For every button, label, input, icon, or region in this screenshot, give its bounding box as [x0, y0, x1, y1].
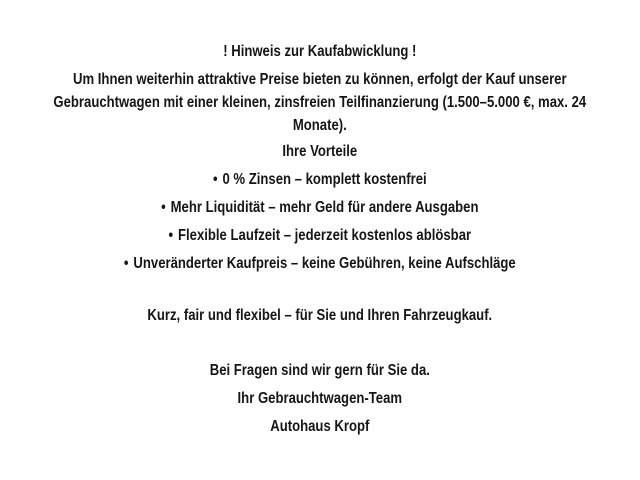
- benefit-item: [0, 168, 640, 191]
- benefit-text: Unveränderter Kaufpreis – keine Gebühren, keine Aufschläge: [133, 255, 516, 272]
- intro-line: Gebrauchtwagen mit einer kleinen, zinsfreien Teilfinanzierung (1.500–5.000 €, max. 24: [53, 94, 587, 111]
- company-name: Autohaus Kropf: [270, 418, 370, 435]
- intro-line: Monate).: [292, 117, 347, 134]
- benefit-item: [0, 196, 640, 219]
- benefit-item: [0, 224, 640, 247]
- benefits-heading: Ihre Vorteile: [282, 143, 358, 160]
- bullet-icon: •: [161, 199, 166, 216]
- closing-line: Bei Fragen sind wir gern für Sie da.: [209, 362, 430, 379]
- notice-title: ! Hinweis zur Kaufabwicklung !: [223, 43, 417, 60]
- benefit-text: 0 % Zinsen – komplett kostenfrei: [222, 171, 427, 188]
- intro-line: Um Ihnen weiterhin attraktive Preise bieten zu können, erfolgt der Kauf unserer: [73, 71, 567, 88]
- intro-paragraph: [0, 68, 640, 137]
- summary-line: Kurz, fair und flexibel – für Sie und Ihren Fahrzeugkauf.: [147, 307, 493, 324]
- benefit-text: Flexible Laufzeit – jederzeit kostenlos ablösbar: [178, 227, 472, 244]
- team-line: Ihr Gebrauchtwagen-Team: [237, 390, 403, 407]
- bullet-icon: •: [123, 255, 129, 272]
- bullet-icon: •: [168, 227, 174, 244]
- benefit-item: [0, 252, 640, 275]
- benefit-text: Mehr Liquidität – mehr Geld für andere Ausgaben: [170, 199, 479, 216]
- bullet-icon: •: [212, 171, 218, 188]
